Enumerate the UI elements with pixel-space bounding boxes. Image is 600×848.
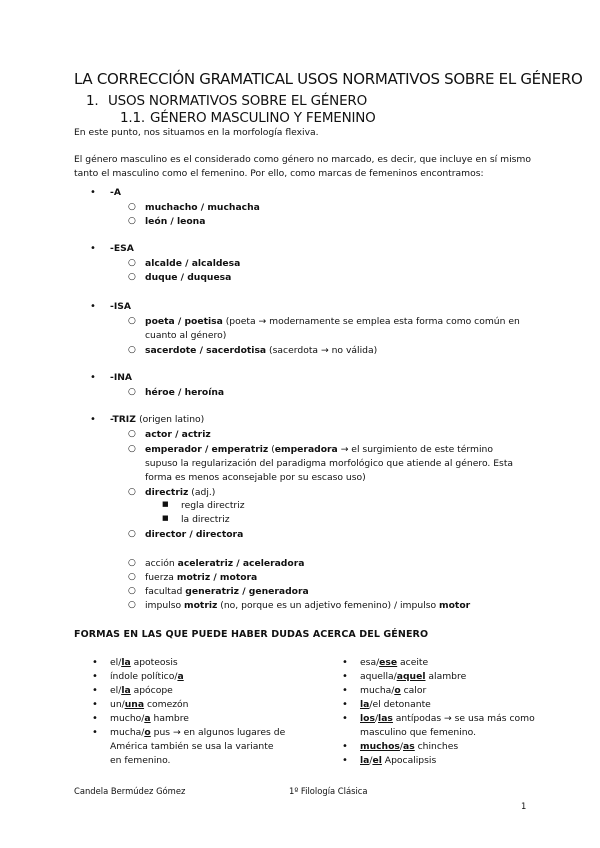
phrase-text: acción bbox=[145, 558, 178, 569]
bullet-icon: • bbox=[342, 657, 348, 668]
example-note: (adj.) bbox=[191, 487, 216, 498]
list-item: • los/las antípodas → se usa más como masculino que femenino. bbox=[342, 713, 535, 738]
bullet-icon: • bbox=[92, 699, 98, 710]
footer-course: 1º Filología Clásica bbox=[289, 786, 368, 796]
example-pair: duque / duquesa bbox=[145, 272, 232, 283]
example-pair: león / leona bbox=[145, 216, 206, 227]
circle-bullet-icon: ○ bbox=[128, 586, 136, 596]
phrase-bold: motriz bbox=[184, 600, 218, 611]
doubts-left-list bbox=[92, 656, 287, 768]
bullet-icon: • bbox=[342, 699, 348, 710]
list-item: • el/la apócope bbox=[92, 685, 173, 696]
gender-paragraph: El género masculino es el considerado como género no marcado, es decir, que incluye en sí mismo tanto el masculino como el femenino. Por ello, como marcas de femeninos encontramos: bbox=[74, 154, 532, 179]
square-bullet-icon: ■ bbox=[162, 500, 169, 508]
bullet-icon: • bbox=[92, 657, 98, 668]
example-pair: poeta / poetisa bbox=[145, 316, 223, 327]
list-item: • el/la apoteosis bbox=[92, 657, 178, 668]
phrase-text: facultad bbox=[145, 586, 186, 597]
example-note: → el surgimiento de este término supuso la regularización del paradigma morfológico que atiende al género. Esta forma es menos aconsejable por su escaso uso) bbox=[145, 444, 514, 483]
list-item: • esa/ese aceite bbox=[342, 657, 429, 668]
doubts-right-list bbox=[342, 656, 542, 768]
suffix-label: -ISA bbox=[110, 301, 131, 312]
circle-bullet-icon: ○ bbox=[128, 600, 136, 610]
circle-bullet-icon: ○ bbox=[128, 316, 136, 326]
footer-author: Candela Bermúdez Gómez bbox=[74, 786, 186, 796]
bullet-icon: • bbox=[90, 187, 96, 198]
sub-example: la directriz bbox=[181, 514, 230, 525]
circle-bullet-icon: ○ bbox=[128, 444, 136, 454]
bullet-icon: • bbox=[90, 414, 96, 425]
subsection-number: 1.1. bbox=[120, 110, 145, 126]
list-item: • la/el detonante bbox=[342, 699, 431, 710]
bullet-icon: • bbox=[342, 713, 348, 724]
origin-note: (origen latino) bbox=[139, 414, 205, 425]
circle-bullet-icon: ○ bbox=[128, 487, 136, 497]
variant-word: emperadora bbox=[274, 444, 338, 455]
phrase-text: fuerza bbox=[145, 572, 177, 583]
example-note: (poeta → modernamente se emplea esta forma como común en cuanto al género) bbox=[145, 316, 520, 341]
example-pair: director / directora bbox=[145, 529, 244, 540]
sub-example: regla directriz bbox=[181, 500, 245, 511]
section-label: USOS NORMATIVOS SOBRE EL GÉNERO bbox=[108, 93, 368, 109]
suffix-label: -A bbox=[110, 187, 121, 198]
circle-bullet-icon: ○ bbox=[128, 529, 136, 539]
list-item: • mucha/o calor bbox=[342, 685, 427, 696]
phrase-text: (no, porque es un adjetivo femenino) / impulso bbox=[217, 600, 440, 611]
section-heading-1-1 bbox=[120, 110, 376, 126]
example-pair: muchacho / muchacha bbox=[145, 202, 260, 213]
phrase-bold: generatriz / generadora bbox=[185, 586, 309, 597]
list-item: • muchos/as chinches bbox=[342, 741, 459, 752]
list-item: • mucha/o pus → en algunos lugares de América también se usa la variante en femenino. bbox=[92, 727, 286, 766]
bullet-icon: • bbox=[342, 685, 348, 696]
phrase-bold: motor bbox=[439, 600, 471, 611]
square-bullet-icon: ■ bbox=[162, 514, 169, 522]
example-pair: héroe / heroína bbox=[145, 387, 225, 398]
list-item: • la/el Apocalipsis bbox=[342, 755, 437, 766]
suffix-label: -TRIZ bbox=[110, 414, 136, 425]
doubts-section-title: FORMAS EN LAS QUE PUEDE HABER DUDAS ACERCA DEL GÉNERO bbox=[74, 629, 429, 640]
list-item: • un/una comezón bbox=[92, 699, 189, 710]
suffix-label: -ESA bbox=[110, 243, 134, 254]
bullet-icon: • bbox=[90, 301, 96, 312]
list-item: • aquella/aquel alambre bbox=[342, 671, 467, 682]
bullet-icon: • bbox=[342, 741, 348, 752]
page-number: 1 bbox=[521, 801, 527, 811]
phrase-bold: aceleratriz / aceleradora bbox=[177, 558, 305, 569]
example-pair: emperador / emperatriz bbox=[145, 444, 269, 455]
document-title: LA CORRECCIÓN GRAMATICAL USOS NORMATIVOS SOBRE EL GÉNERO bbox=[74, 70, 583, 88]
bullet-icon: • bbox=[342, 755, 348, 766]
example-pair: actor / actriz bbox=[145, 429, 211, 440]
section-number: 1. bbox=[86, 93, 99, 109]
circle-bullet-icon: ○ bbox=[128, 272, 136, 282]
bullet-icon: • bbox=[90, 243, 96, 254]
paren: ( bbox=[271, 444, 275, 455]
section-heading-1 bbox=[86, 93, 367, 109]
circle-bullet-icon: ○ bbox=[128, 345, 136, 355]
suffix-label: -INA bbox=[110, 372, 133, 383]
phrase-text: impulso bbox=[145, 600, 185, 611]
circle-bullet-icon: ○ bbox=[128, 216, 136, 226]
bullet-icon: • bbox=[92, 671, 98, 682]
list-item: • índole político/a bbox=[92, 671, 184, 682]
example-pair: alcalde / alcaldesa bbox=[145, 258, 241, 269]
subsection-label: GÉNERO MASCULINO Y FEMENINO bbox=[150, 110, 376, 126]
bullet-icon: • bbox=[90, 372, 96, 383]
bullet-icon: • bbox=[92, 713, 98, 724]
intro-text: En este punto, nos situamos en la morfología flexiva. bbox=[74, 127, 319, 138]
circle-bullet-icon: ○ bbox=[128, 387, 136, 397]
example-word: directriz bbox=[145, 487, 189, 498]
circle-bullet-icon: ○ bbox=[128, 572, 136, 582]
bullet-icon: • bbox=[92, 685, 98, 696]
example-note: (sacerdota → no válida) bbox=[269, 345, 378, 356]
circle-bullet-icon: ○ bbox=[128, 202, 136, 212]
list-item: • mucho/a hambre bbox=[92, 713, 189, 724]
phrase-bold: motriz / motora bbox=[176, 572, 258, 583]
circle-bullet-icon: ○ bbox=[128, 558, 136, 568]
bullet-icon: • bbox=[92, 727, 98, 738]
circle-bullet-icon: ○ bbox=[128, 258, 136, 268]
example-pair: sacerdote / sacerdotisa bbox=[145, 345, 267, 356]
circle-bullet-icon: ○ bbox=[128, 429, 136, 439]
bullet-icon: • bbox=[342, 671, 348, 682]
